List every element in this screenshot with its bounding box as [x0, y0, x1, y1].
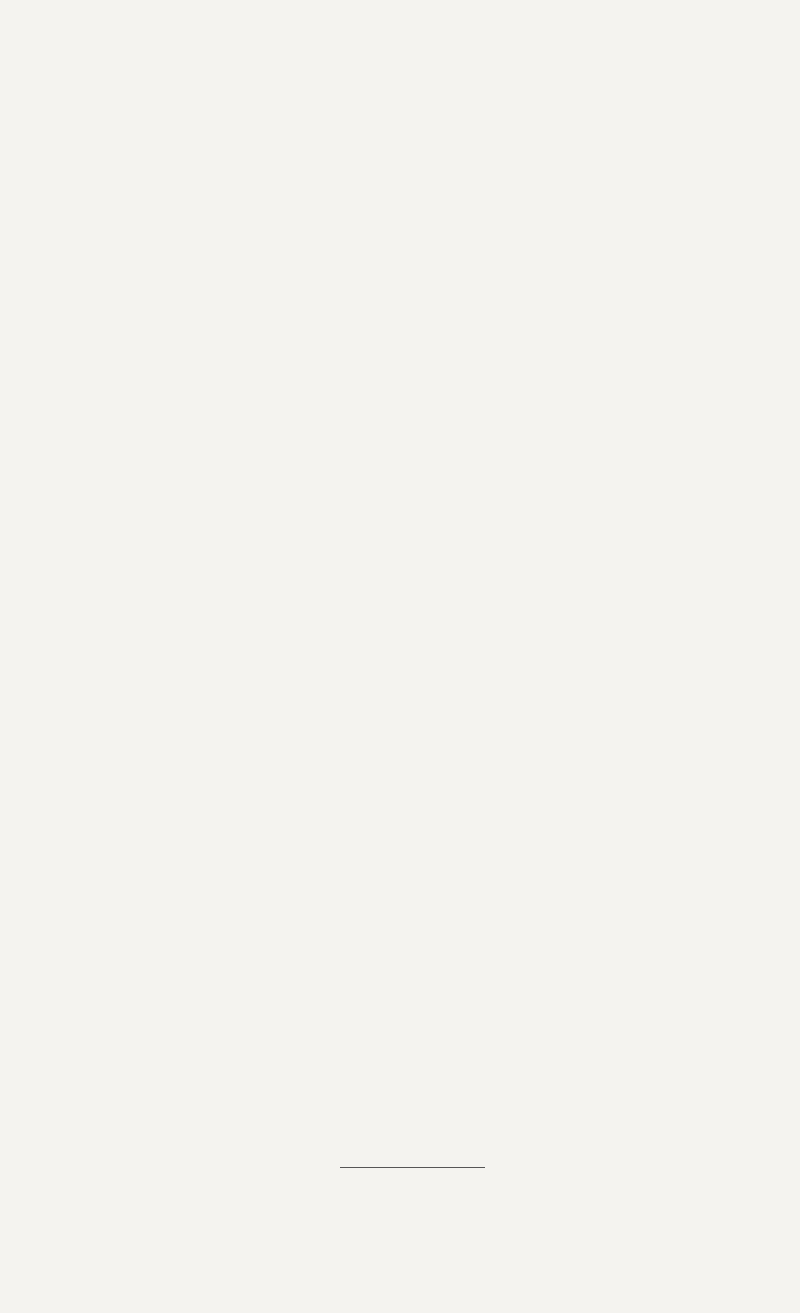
- running-head: [0, 132, 800, 152]
- table-of-contents: [120, 200, 722, 210]
- imprint-rule: [340, 1167, 485, 1168]
